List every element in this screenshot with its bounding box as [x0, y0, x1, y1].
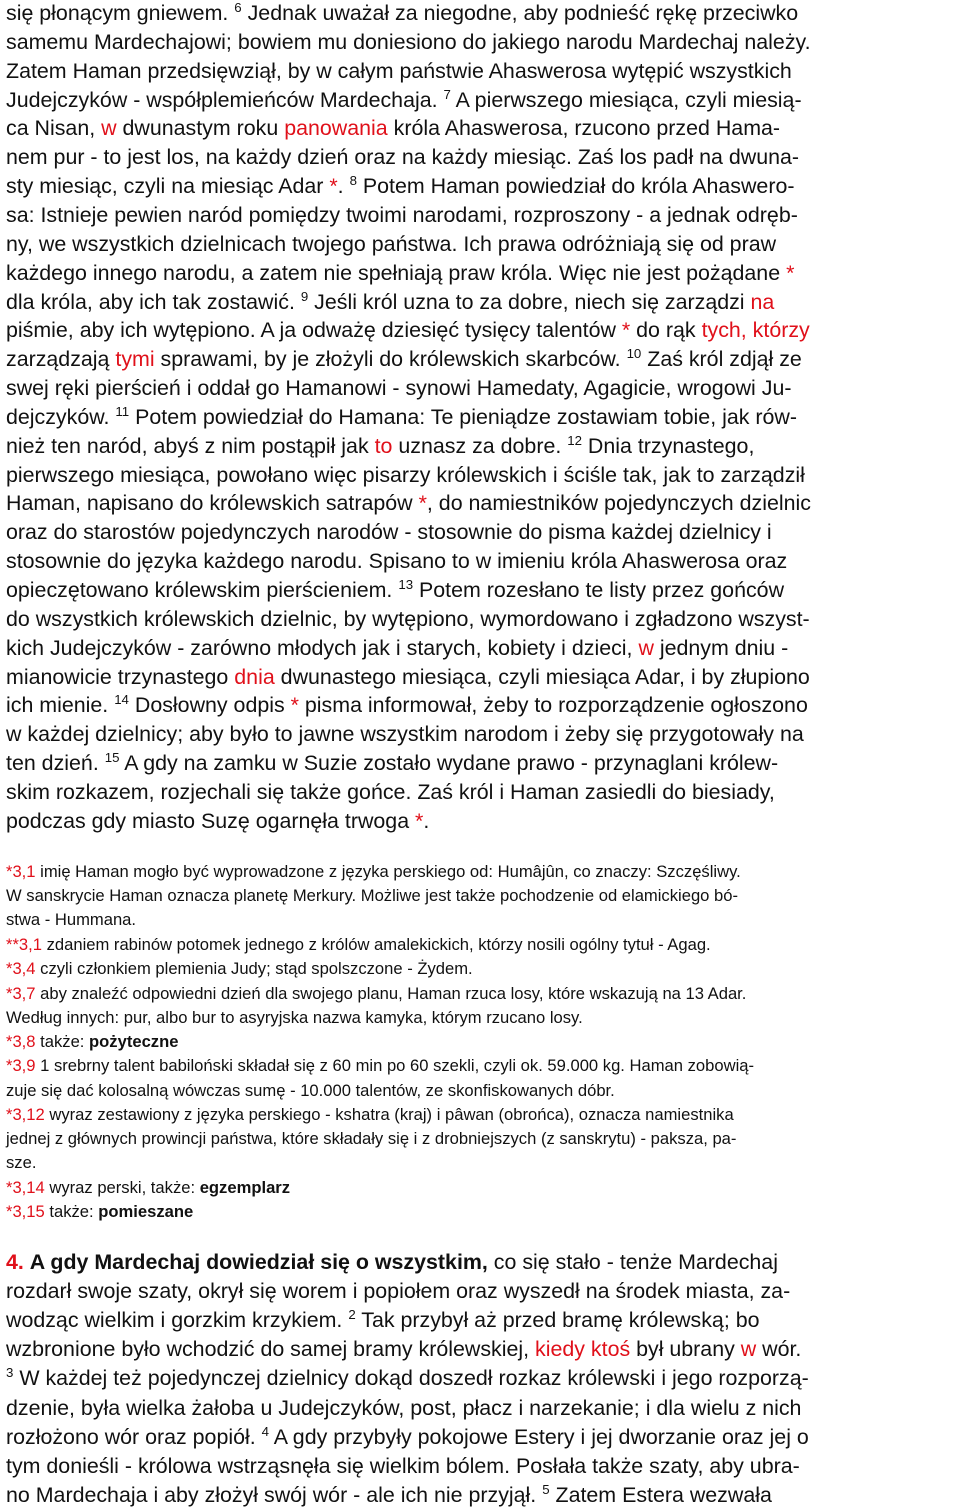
highlighted-text: **3,1	[6, 935, 42, 954]
text-line	[6, 1394, 801, 1423]
verse-number: 13	[398, 576, 414, 592]
footnote-line	[6, 982, 746, 1006]
text-run: 1 srebrny talent babiloński składał się z 60 min po 60 szekli, czyli ok. 59.000 kg. Haman zobowią-	[35, 1056, 755, 1075]
text-run: .	[423, 808, 430, 833]
footnote-line	[6, 1054, 754, 1078]
text-run: sa: Istnieje pewien naród pomiędzy twoimi narodami, rozproszony - a jednak odręb-	[6, 202, 798, 227]
footnote-line	[6, 957, 473, 981]
text-run: sze.	[6, 1153, 37, 1172]
text-line	[6, 778, 775, 807]
text-run: króla Ahaswerosa, rzucono przed Hama-	[387, 116, 781, 141]
text-run: samemu Mardechajowi; bowiem mu doniesiono do jakiego narodu Mardechaj należy.	[6, 29, 811, 54]
text-run: Zatem Estera wezwała	[549, 1482, 772, 1507]
text-run: nież ten naród, abyś z nim postąpił jak	[6, 433, 375, 458]
text-line	[6, 230, 776, 259]
text-run: A gdy na zamku w Suzie zostało wydane prawo - przynaglani królew-	[119, 751, 779, 776]
text-line	[6, 1248, 778, 1277]
text-run: Jeśli król uzna to za dobre, niech się zarządzi	[308, 289, 751, 314]
text-run: dla króla, aby ich tak zostawić.	[6, 289, 301, 314]
text-run: swej ręki pierścień i oddał go Hamanowi - synowi Hamedaty, Agagicie, wrogowi Ju-	[6, 376, 792, 401]
text-line	[6, 57, 792, 86]
text-line	[6, 86, 802, 115]
text-run: .	[337, 174, 350, 199]
text-line	[6, 461, 805, 490]
text-run: zdaniem rabinów potomek jednego z królów amalekickich, którzy nosili ogólny tytuł - Agag.	[41, 935, 711, 954]
text-run: Potem rozesłano te listy przez gońców	[413, 578, 785, 602]
text-run: dwunastym roku	[116, 116, 285, 141]
text-line	[6, 374, 791, 403]
text-run: skim rozkazem, rozjechali się także gońce. Zaś król i Haman zasiedli do biesiady,	[6, 779, 775, 804]
text-run: w każdej dzielnicy; aby było to jawne wszystkim narodom i żeby się przygotowały na	[6, 722, 804, 747]
text-line	[6, 605, 810, 634]
text-run: do rąk	[630, 318, 702, 343]
verse-number: 14	[114, 692, 129, 708]
highlighted-text: *3,1	[6, 862, 36, 881]
text-run: ca Nisan,	[6, 116, 102, 141]
verse-number: 2	[348, 1306, 356, 1322]
text-run: , do namiestników pojedynczych dzielnic	[426, 491, 811, 516]
text-run: dejczyków.	[6, 404, 116, 429]
footnote-line	[6, 1103, 734, 1127]
text-run: wzbronione było wchodzić do samej bramy królewskiej,	[6, 1337, 536, 1362]
highlighted-text: *	[290, 693, 299, 718]
text-line	[6, 1335, 801, 1364]
text-run: W każdej też pojedynczej dzielnicy dokąd doszedł rozkaz królewski i jego rozporzą-	[13, 1366, 809, 1391]
text-run: stwa - Hummana.	[6, 910, 137, 929]
verse-number: 9	[300, 288, 309, 304]
highlighted-text: *3,8	[6, 1032, 36, 1051]
verse-number: 3	[6, 1365, 14, 1381]
highlighted-text: na	[750, 289, 775, 314]
text-line	[6, 0, 798, 28]
text-run: dwunastego miesiąca, czyli miesiąca Adar, i by złupiono	[274, 664, 810, 689]
text-run: oraz do starostów pojedynczych narodów - stosownie do pisma każdej dzielnicy i	[6, 520, 772, 545]
verse-number: 7	[443, 86, 451, 102]
verse-number: 11	[115, 403, 130, 419]
footnote-line	[6, 1127, 736, 1151]
text-run: imię Haman mogło być wyprowadzone z języka perskiego od: Humâjûn, co znaczy: Szczęśliwy.	[35, 862, 741, 881]
text-line	[6, 1364, 809, 1393]
bold-text: A gdy Mardechaj dowiedział się o wszystkim,	[29, 1250, 488, 1274]
text-line	[6, 403, 797, 432]
text-run: Haman, napisano do królewskich satrapów	[6, 491, 419, 516]
text-run: Zatem Haman przedsięwziął, by w całym państwie Ahaswerosa wytępić wszystkich	[6, 58, 792, 83]
text-line	[6, 28, 811, 57]
text-run: rozłożono wór oraz popiół.	[6, 1424, 262, 1449]
bold-text: pomieszane	[98, 1202, 194, 1221]
text-run: W sanskrycie Haman oznacza planetę Merkury. Możliwe jest także pochodzenie od elamickiego bó-	[6, 886, 738, 905]
footnote-line	[6, 1079, 615, 1103]
bold-text: pożyteczne	[89, 1032, 179, 1051]
text-run: czyli członkiem plemienia Judy; stąd spolszczone - Żydem.	[35, 959, 473, 978]
text-run: zuje się dać kolosalną wówczas sumę - 10.000 talentów, ze skonfiskowanych dóbr.	[6, 1081, 615, 1100]
footnote-line	[6, 884, 738, 908]
text-run: dzenie, była wielka żałoba u Judejczyków, post, płacz i narzekanie; i dla wielu z nich	[6, 1395, 802, 1420]
text-run: wyraz perski, także:	[44, 1178, 200, 1197]
text-run: był ubrany	[630, 1337, 741, 1362]
text-run: Zaś król zdjął ze	[641, 347, 802, 372]
highlighted-text: *3,4	[6, 959, 36, 978]
text-line	[6, 259, 794, 288]
text-line	[6, 663, 810, 692]
text-line	[6, 201, 798, 230]
text-run: Potem powiedział do Hamana: Te pieniądze zostawiam tobie, jak rów-	[129, 404, 797, 429]
text-run: no Mardechaja i aby złożył swój wór - ale ich nie przyjął.	[6, 1482, 543, 1507]
text-run: Judejczyków - współplemieńców Mardechaja.	[6, 87, 444, 112]
text-run: podczas gdy miasto Suzę ogarnęła trwoga	[6, 808, 416, 833]
highlighted-text: w	[638, 635, 654, 660]
text-line	[6, 345, 802, 374]
text-run: uznasz za dobre.	[392, 433, 568, 458]
highlighted-text: *	[786, 260, 795, 285]
text-run: Dosłowny odpis	[128, 693, 291, 718]
highlighted-text: *	[621, 318, 631, 343]
highlighted-text: panowania	[284, 116, 388, 141]
text-line	[6, 576, 784, 605]
verse-number: 8	[349, 172, 357, 188]
verse-number: 4	[261, 1423, 270, 1439]
text-line	[6, 432, 754, 461]
text-line	[6, 172, 794, 201]
text-run: ten dzień.	[6, 751, 105, 776]
text-line	[6, 547, 787, 576]
verse-number: 15	[104, 749, 120, 765]
text-line	[6, 634, 788, 663]
highlighted-text: 4.	[6, 1250, 24, 1274]
text-run: sty miesiąc, czyli na miesiąc Adar	[6, 174, 330, 199]
highlighted-text: *3,15	[6, 1202, 45, 1221]
text-run: każdego innego narodu, a zatem nie spełniają praw króla. Więc nie jest pożądane	[6, 260, 787, 285]
highlighted-text: *3,12	[6, 1105, 45, 1124]
text-run: ich mienie.	[6, 693, 115, 718]
text-run: do wszystkich królewskich dzielnic, by wytępiono, wymordowano i zgładzono wszyst-	[6, 606, 810, 631]
verse-number: 12	[567, 432, 582, 448]
text-line	[6, 720, 804, 749]
text-run: wodząc wielkim i gorzkim krzykiem.	[6, 1308, 349, 1333]
text-line	[6, 114, 780, 143]
highlighted-text: w	[740, 1337, 757, 1362]
text-run: co się stało - tenże Mardechaj	[487, 1250, 778, 1274]
text-run: Dnia trzynastego,	[581, 433, 755, 458]
text-run: opieczętowano królewskim pierścieniem.	[6, 578, 399, 602]
footnote-line	[6, 860, 741, 884]
text-run: stosownie do języka każdego narodu. Spisano to w imieniu króla Ahaswerosa oraz	[6, 549, 788, 574]
text-line	[6, 143, 799, 172]
highlighted-text: dnia	[234, 664, 275, 689]
text-line	[6, 691, 808, 720]
text-line	[6, 1277, 790, 1306]
text-run: także:	[44, 1202, 99, 1221]
text-run: Tak przybył aż przed bramę królewską; bo	[355, 1308, 760, 1333]
text-run: rozdarł swoje szaty, okrył się worem i popiołem oraz wyszedł na środek miasta, za-	[6, 1279, 791, 1304]
text-run: A pierwszego miesiąca, czyli miesią-	[450, 87, 802, 112]
highlighted-text: tymi	[115, 347, 155, 372]
text-line	[6, 807, 429, 836]
text-run: jednym dniu -	[653, 635, 789, 660]
text-line	[6, 749, 778, 778]
footnote-line	[6, 1200, 193, 1224]
highlighted-text: *	[418, 491, 427, 516]
text-line	[6, 316, 810, 345]
text-run: wyraz zestawiony z języka perskiego - kshatra (kraj) i pâwan (obrońca), oznacza namiestnika	[44, 1105, 734, 1124]
bold-text: egzemplarz	[199, 1178, 291, 1197]
footnote-line	[6, 933, 711, 957]
text-line	[6, 1452, 800, 1481]
text-run: ny, we wszystkich dzielnicach twojego państwa. Ich prawa odróżniają się od praw	[6, 231, 777, 256]
verse-number: 6	[234, 0, 242, 15]
text-run: mianowicie trzynastego	[6, 664, 235, 689]
highlighted-text: *3,9	[6, 1056, 36, 1075]
verse-number: 10	[626, 345, 642, 361]
highlighted-text: to	[374, 433, 393, 458]
footnote-line	[6, 1030, 178, 1054]
text-run: piśmie, aby ich wytępiono. A ja odważę dziesięć tysięcy talentów	[6, 318, 622, 343]
highlighted-text: *	[415, 808, 424, 833]
text-run: Potem Haman powiedział do króla Ahaswero-	[356, 174, 795, 199]
verse-number: 5	[542, 1481, 550, 1497]
text-line	[6, 1423, 809, 1452]
footnote-line	[6, 1151, 36, 1175]
text-run: pierwszego miesiąca, powołano więc pisarzy królewskich i ściśle tak, jak to zarządził	[6, 462, 805, 487]
text-run: sprawami, by je złożyli do królewskich skarbców.	[154, 347, 627, 372]
footnote-line	[6, 908, 136, 932]
text-line	[6, 1306, 760, 1335]
text-run: także:	[35, 1032, 90, 1051]
text-run: wór.	[756, 1337, 802, 1362]
text-line	[6, 489, 811, 518]
text-run: Według innych: pur, albo bur to asyryjska nazwa kamyka, którym rzucano losy.	[6, 1008, 583, 1027]
text-run: się płonącym gniewem.	[6, 1, 235, 25]
text-run: zarządzają	[6, 347, 116, 372]
text-run: Jednak uważał za niegodne, aby podnieść rękę przeciwko	[241, 1, 799, 25]
text-run: A gdy przybyły pokojowe Estery i jej dworzanie oraz jej o	[269, 1424, 809, 1449]
text-run: jednej z głównych prowincji państwa, które składały się i z drobniejszych (z sanskrytu) - paksza, pa-	[6, 1129, 737, 1148]
text-run: kich Judejczyków - zarówno młodych jak i starych, kobiety i dzieci,	[6, 635, 639, 660]
highlighted-text: *	[329, 174, 338, 199]
highlighted-text: *3,7	[6, 984, 36, 1003]
highlighted-text: w	[101, 116, 117, 141]
highlighted-text: *3,14	[6, 1178, 45, 1197]
text-line	[6, 518, 772, 547]
text-run: pisma informował, żeby to rozporządzenie ogłoszono	[298, 693, 808, 718]
footnote-line	[6, 1176, 290, 1200]
highlighted-text: tych, którzy	[701, 318, 810, 343]
text-run: aby znaleźć odpowiedni dzień dla swojego planu, Haman rzuca losy, które wskazują na 13 Adar.	[35, 984, 747, 1003]
text-line	[6, 288, 774, 317]
text-run: tym donieśli - królowa wstrząsnęła się wielkim bólem. Posłała także szaty, aby ubra-	[6, 1453, 800, 1478]
text-line	[6, 1481, 772, 1510]
text-run: nem pur - to jest los, na każdy dzień oraz na każdy miesiąc. Zaś los padł na dwuna-	[6, 145, 800, 170]
footnote-line	[6, 1006, 583, 1030]
highlighted-text: kiedy ktoś	[535, 1337, 631, 1362]
